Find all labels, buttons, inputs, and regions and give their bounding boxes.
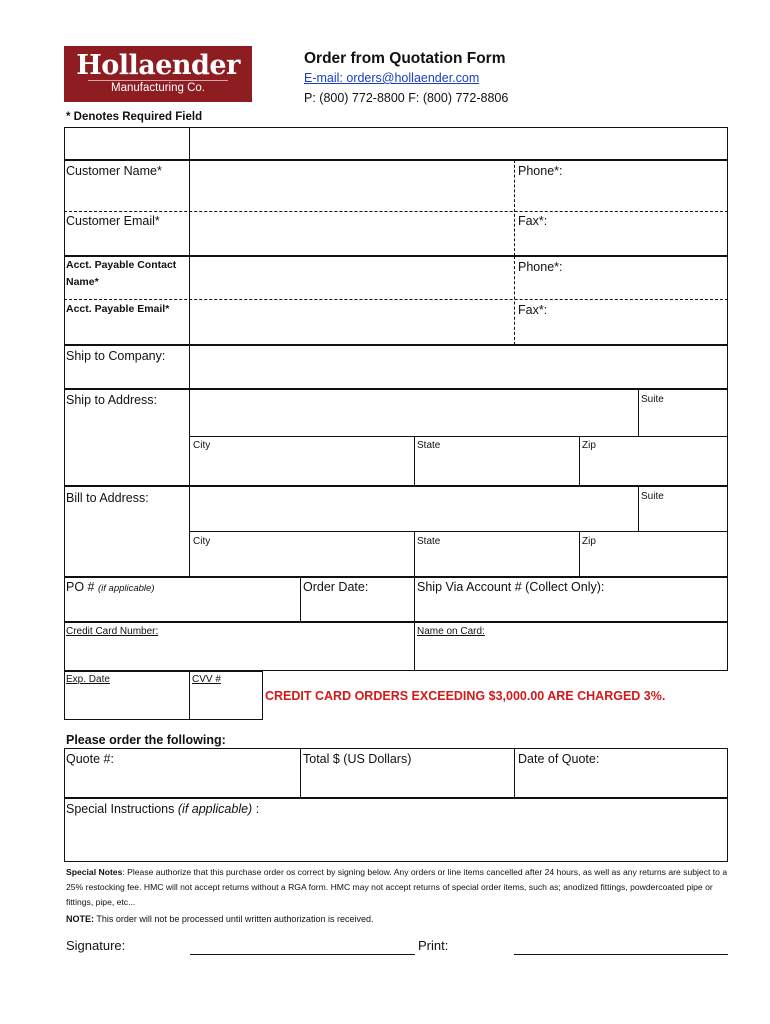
- special-instructions-colon: :: [252, 802, 260, 816]
- total-label: Total $ (US Dollars): [303, 752, 412, 766]
- divider: [64, 211, 728, 212]
- note-label: NOTE:: [66, 914, 94, 924]
- phone-fax-line: P: (800) 772-8800 F: (800) 772-8806: [304, 91, 509, 105]
- customer-name-field[interactable]: [191, 162, 513, 210]
- customer-email-field[interactable]: [191, 213, 513, 255]
- ap-phone-label: Phone*:: [518, 260, 563, 274]
- ship-suite-field[interactable]: [640, 408, 726, 435]
- company-name-field[interactable]: [191, 129, 726, 158]
- divider: [189, 531, 728, 532]
- divider: [189, 345, 190, 389]
- ap-email-field[interactable]: [191, 301, 513, 344]
- po-label: [66, 580, 154, 594]
- divider: [189, 256, 190, 345]
- divider: [579, 531, 580, 577]
- processing-note: [66, 912, 730, 927]
- bill-suite-field[interactable]: [640, 505, 726, 530]
- ship-city-field[interactable]: [191, 454, 413, 485]
- bill-suite-label: Suite: [641, 491, 664, 502]
- po-label-note: (if applicable): [97, 583, 155, 594]
- divider: [579, 436, 580, 486]
- divider: [189, 389, 190, 486]
- divider: [189, 436, 728, 437]
- customer-phone-label: Phone*:: [518, 164, 563, 178]
- bill-address-label: Bill to Address:: [66, 491, 149, 505]
- ship-via-label: Ship Via Account # (Collect Only):: [417, 580, 605, 594]
- divider: [638, 486, 639, 531]
- customer-email-label: Customer Email*: [66, 214, 160, 228]
- divider: [638, 389, 639, 436]
- date-of-quote-label: Date of Quote:: [518, 752, 600, 766]
- total-field[interactable]: [302, 768, 513, 797]
- ship-company-field[interactable]: [191, 347, 726, 387]
- ship-street-field[interactable]: [191, 391, 637, 435]
- bill-city-label: City: [193, 536, 211, 547]
- customer-fax-label: Fax*:: [518, 214, 548, 228]
- customer-fax-field[interactable]: [516, 230, 726, 255]
- ap-fax-field[interactable]: [516, 319, 726, 344]
- order-date-field[interactable]: [302, 596, 413, 621]
- customer-name-label: Customer Name*: [66, 164, 162, 178]
- order-date-label: Order Date:: [303, 580, 369, 594]
- divider: [300, 577, 301, 622]
- customer-phone-field[interactable]: [516, 180, 726, 210]
- form-title: Order from Quotation Form: [304, 50, 506, 67]
- divider: [189, 127, 190, 160]
- po-label-text: PO #: [66, 580, 95, 594]
- cvv-label: CVV #: [192, 674, 221, 685]
- ship-zip-label: Zip: [582, 440, 596, 451]
- divider: [514, 160, 515, 256]
- company-logo: [64, 46, 252, 102]
- ship-city-label: City: [193, 440, 211, 451]
- ap-contact-field[interactable]: [191, 258, 513, 298]
- special-notes: [66, 865, 730, 910]
- ship-via-account-field[interactable]: [416, 596, 726, 621]
- bill-state-label: State: [417, 536, 441, 547]
- exp-date-field[interactable]: [66, 688, 188, 719]
- signature-label: Signature:: [66, 938, 126, 953]
- email-link[interactable]: E-mail: orders@hollaender.com: [304, 71, 480, 85]
- signature-line[interactable]: [190, 954, 415, 955]
- ship-suite-label: Suite: [641, 394, 664, 405]
- bill-street-field[interactable]: [191, 488, 637, 530]
- divider: [514, 748, 515, 798]
- logo-brand: Hollaender: [76, 50, 240, 81]
- bill-zip-label: Zip: [582, 536, 596, 547]
- divider: [189, 671, 190, 720]
- print-label: Print:: [418, 938, 449, 953]
- special-instructions-text: Special Instructions: [66, 802, 175, 816]
- divider: [64, 299, 728, 300]
- divider: [514, 256, 515, 345]
- ship-state-field[interactable]: [416, 454, 578, 485]
- date-of-quote-field[interactable]: [516, 768, 726, 797]
- quote-number-label: Quote #:: [66, 752, 114, 766]
- bill-zip-field[interactable]: [581, 550, 726, 576]
- ap-contact-label-line2: Name*: [66, 276, 99, 288]
- special-instructions-field[interactable]: [66, 818, 726, 860]
- required-field-note: * Denotes Required Field: [66, 111, 203, 123]
- ship-address-label: Ship to Address:: [66, 393, 158, 407]
- ship-company-label: Ship to Company:: [66, 349, 166, 363]
- logo-divider: [88, 80, 228, 81]
- po-number-field[interactable]: [66, 596, 299, 621]
- note-text: This order will not be processed until written authorization is received.: [94, 914, 374, 924]
- quote-number-field[interactable]: [66, 768, 299, 797]
- ap-phone-field[interactable]: [516, 276, 726, 298]
- special-notes-label: Special Notes: [66, 867, 123, 877]
- special-instructions-note: (if applicable): [177, 802, 253, 816]
- exp-date-label: Exp. Date: [66, 674, 110, 685]
- divider: [414, 531, 415, 577]
- ap-fax-label: Fax*:: [518, 303, 548, 317]
- credit-card-surcharge-warning: CREDIT CARD ORDERS EXCEEDING $3,000.00 ARE CHARGED 3%.: [265, 689, 666, 703]
- name-on-card-field[interactable]: [416, 640, 726, 670]
- special-notes-text: : Please authorize that this purchase order os correct by signing below. Any orders or line items cancelled after 24 hours, as well as any returns are subject to a 25% restocking fee. HMC will not accept returns without a RGA form. HMC may not accept returns of special order items, such as; anodized fittings, powdercoated pipe or fittings, pipe, etc...: [66, 867, 728, 907]
- bill-city-field[interactable]: [191, 550, 413, 576]
- divider: [300, 748, 301, 798]
- name-on-card-label: Name on Card:: [417, 626, 485, 637]
- ap-contact-label: Acct. Payable Contact: [66, 259, 177, 271]
- ship-zip-field[interactable]: [581, 454, 726, 485]
- bill-state-field[interactable]: [416, 550, 578, 576]
- ship-state-label: State: [417, 440, 441, 451]
- credit-card-number-label: Credit Card Number:: [66, 626, 159, 637]
- order-section-heading: Please order the following:: [66, 733, 226, 747]
- divider: [414, 577, 415, 622]
- ap-email-label: Acct. Payable Email*: [66, 303, 170, 315]
- logo-subtitle: Manufacturing Co.: [111, 82, 205, 94]
- divider: [189, 160, 190, 256]
- divider: [414, 436, 415, 486]
- divider: [414, 622, 415, 671]
- credit-card-number-field[interactable]: [66, 640, 413, 670]
- cvv-field[interactable]: [191, 688, 262, 719]
- special-instructions-label: [66, 802, 259, 816]
- print-name-line[interactable]: [514, 954, 728, 955]
